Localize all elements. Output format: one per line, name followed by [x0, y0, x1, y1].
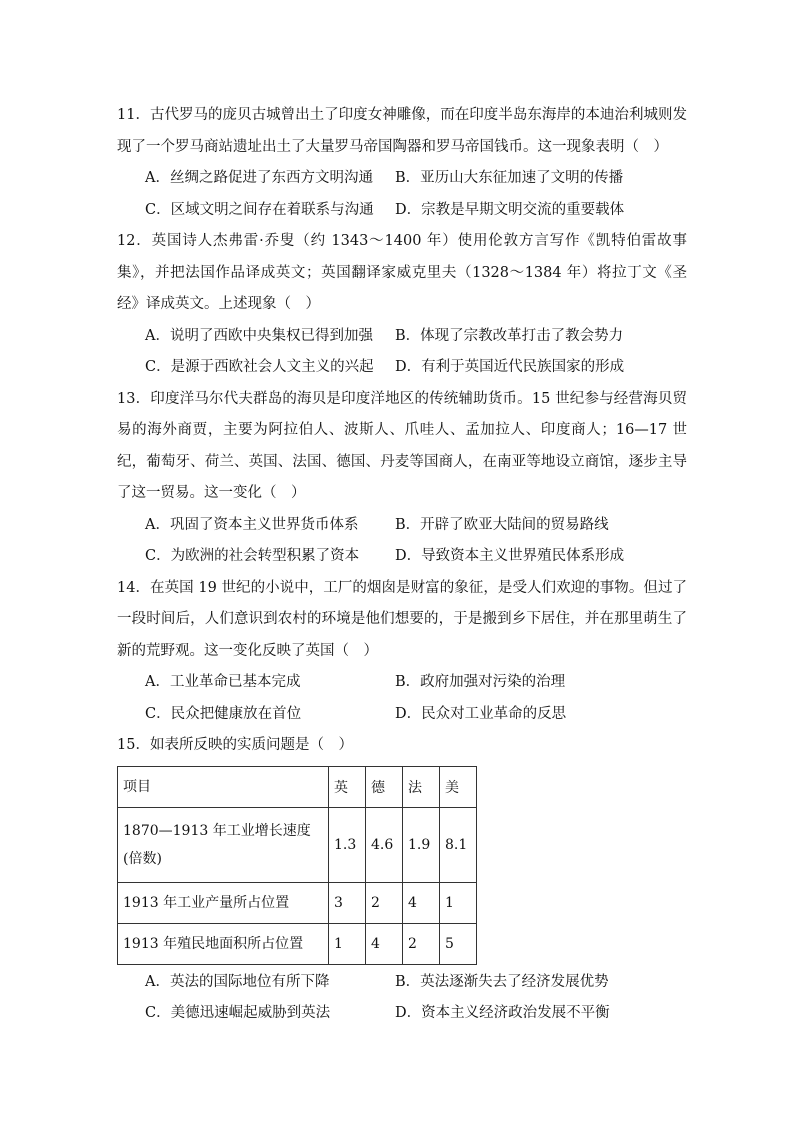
question-13: [117, 384, 687, 573]
table-header-cell: 德: [366, 766, 403, 807]
option-d[interactable]: D．宗教是早期文明交流的重要载体: [395, 201, 625, 218]
option-c[interactable]: C．美德迅速崛起威胁到英法: [145, 1005, 331, 1021]
option-list: [117, 667, 687, 730]
table-header-cell: 法: [403, 766, 440, 807]
table-header-row: [118, 766, 477, 807]
question-14: [117, 573, 687, 731]
option-d[interactable]: D．导致资本主义世界殖民体系形成: [395, 548, 625, 564]
option-a[interactable]: A．工业革命已基本完成: [145, 674, 301, 690]
exam-page: [117, 100, 687, 1030]
table-cell: 1: [329, 923, 366, 964]
table-row: [118, 882, 477, 923]
question-stem: 13．印度洋马尔代夫群岛的海贝是印度洋地区的传统辅助货币。15 世纪参与经营海贝贸易的海外商贾，主要为阿拉伯人、波斯人、爪哇人、孟加拉人、印度商人；16—17 世纪，葡萄牙、荷兰、英国、法国、德国、丹麦等国商人，在南亚等地设立商馆，逐步主导了这一贸易。这一变化（ ）: [117, 390, 687, 501]
option-d[interactable]: D．民众对工业革命的反思: [395, 705, 567, 722]
table-cell: 8.1: [440, 807, 477, 882]
table-cell: 4.6: [366, 807, 403, 882]
data-table: [117, 766, 477, 965]
option-a[interactable]: A．英法的国际地位有所下降: [145, 973, 330, 990]
option-b[interactable]: B．英法逐渐失去了经济发展优势: [395, 973, 609, 990]
question-stem: 12．英国诗人杰弗雷·乔叟（约 1343～1400 年）使用伦敦方言写作《凯特伯雷故事集》，并把法国作品译成英文；英国翻译家威克里夫（1328～1384 年）将拉丁文《圣经》译成英文。上述现象（ ）: [117, 233, 687, 312]
question-11: [117, 100, 687, 226]
option-row: [145, 163, 687, 195]
option-row: [145, 321, 687, 353]
option-c[interactable]: C．是源于西欧社会人文主义的兴起: [145, 359, 374, 375]
table-cell: 4: [366, 923, 403, 964]
table-cell: 1.9: [403, 807, 440, 882]
option-b[interactable]: B．政府加强对污染的治理: [395, 674, 566, 690]
option-list: [117, 163, 687, 226]
question-15: [117, 730, 687, 1030]
table-row: [118, 923, 477, 964]
table-header-cell: 项目: [118, 766, 329, 807]
table-header-cell: 美: [440, 766, 477, 807]
option-row: [145, 541, 687, 573]
option-list: [117, 967, 687, 1030]
option-b[interactable]: B．体现了宗教改革打击了教会势力: [395, 327, 624, 344]
question-stem: 15．如表所反映的实质问题是（ ）: [117, 737, 353, 753]
option-row: [145, 195, 687, 227]
table-cell: 3: [329, 882, 366, 923]
option-b[interactable]: B．亚历山大东征加速了文明的传播: [395, 170, 624, 186]
table-cell: 1913 年殖民地面积所占位置: [118, 923, 329, 964]
option-c[interactable]: C．区域文明之间存在着联系与沟通: [145, 201, 374, 218]
option-c[interactable]: C．为欧洲的社会转型积累了资本: [145, 548, 360, 564]
question-stem: 14．在英国 19 世纪的小说中，工厂的烟囱是财富的象征，是受人们欢迎的事物。但过了一段时间后，人们意识到农村的环境是他们想要的，于是搬到乡下居住，并在那里萌生了新的荒野观。这一变化反映了英国（ ）: [117, 579, 687, 659]
table-cell: 1.3: [329, 807, 366, 882]
option-row: [145, 667, 687, 699]
table-cell: 2: [403, 923, 440, 964]
table-cell: 5: [440, 923, 477, 964]
table-cell: 4: [403, 882, 440, 923]
option-d[interactable]: D．有利于英国近代民族国家的形成: [395, 359, 625, 375]
option-a[interactable]: A．巩固了资本主义世界货币体系: [145, 516, 359, 533]
option-list: [117, 510, 687, 573]
table-cell: 1913 年工业产量所占位置: [118, 882, 329, 923]
table-cell: 1870—1913 年工业增长速度(倍数): [118, 807, 329, 882]
option-a[interactable]: A．丝绸之路促进了东西方文明沟通: [145, 170, 373, 186]
table-header-cell: 英: [329, 766, 366, 807]
option-row: [145, 967, 687, 999]
question-stem: 11．古代罗马的庞贝古城曾出土了印度女神雕像，而在印度半岛东海岸的本迪治利城则发现了一个罗马商站遗址出土了大量罗马帝国陶器和罗马帝国钱币。这一现象表明（ ）: [117, 107, 687, 155]
table-cell: 2: [366, 882, 403, 923]
option-a[interactable]: A．说明了西欧中央集权已得到加强: [145, 327, 373, 344]
option-row: [145, 352, 687, 384]
option-b[interactable]: B．开辟了欧亚大陆间的贸易路线: [395, 516, 609, 533]
option-row: [145, 510, 687, 542]
table-cell: 1: [440, 882, 477, 923]
question-12: [117, 226, 687, 384]
option-row: [145, 998, 687, 1030]
option-d[interactable]: D．资本主义经济政治发展不平衡: [395, 1005, 610, 1021]
option-row: [145, 699, 687, 731]
option-list: [117, 321, 687, 384]
table-row: [118, 807, 477, 882]
option-c[interactable]: C．民众把健康放在首位: [145, 705, 302, 722]
